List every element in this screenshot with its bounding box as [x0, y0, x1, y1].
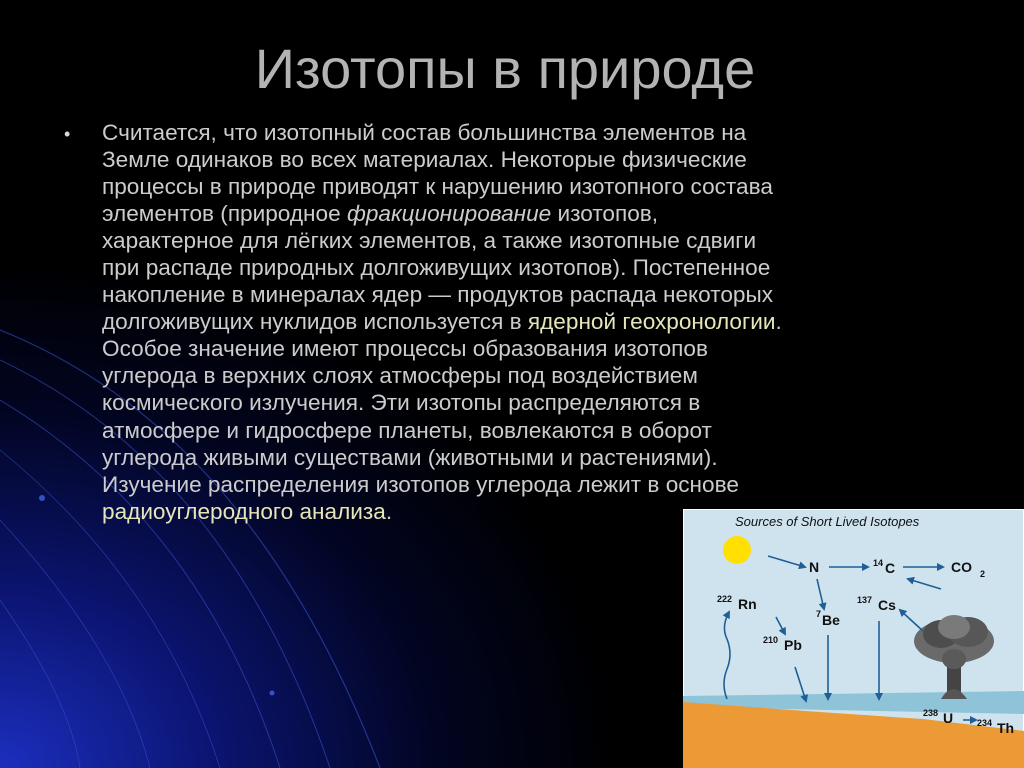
label-be-symbol: Be [822, 612, 840, 628]
label-co2: CO [951, 559, 972, 575]
label-c14-mass: 14 [873, 558, 884, 568]
line-text: . [385, 498, 393, 524]
bullet-paragraph [102, 119, 982, 525]
label-pb-mass: 210 [763, 635, 779, 645]
isotope-sources-figure [683, 509, 1024, 768]
label-rn-symbol: Rn [738, 596, 757, 612]
paragraph-line: углерода живыми существами (животными и растениями). [102, 444, 718, 470]
paragraph-line: Земле одинаков во всех материалах. Некоторые физические [102, 147, 747, 173]
bullet-dot: • [64, 124, 71, 144]
geochronology-link[interactable]: ядерной геохронологии [527, 309, 776, 335]
label-co2-sub: 2 [980, 569, 986, 579]
figure-title: Sources of Short Lived Isotopes [735, 514, 920, 529]
paragraph-line: при распаде природных долгоживущих изотопов). Постепенное [102, 255, 771, 281]
paragraph-line: накопление в минералах ядер — продуктов распада некоторых [102, 282, 773, 308]
paragraph-line: атмосфере и гидросфере планеты, вовлекаются в оборот [102, 417, 712, 443]
paragraph-line: Изучение распределения изотопов углерода лежит в основе [102, 471, 739, 497]
paragraph-line: Особое значение имеют процессы образования изотопов [102, 336, 708, 362]
label-c14-symbol: C [885, 560, 896, 576]
line-text: элементов (природное [102, 201, 347, 227]
line-text: долгоживущих нуклидов используется в [102, 309, 528, 335]
sun-icon [723, 536, 751, 564]
paragraph-line: космического излучения. Эти изотопы распределяются в [102, 390, 701, 416]
fractionation-term: фракционирование [346, 201, 552, 227]
label-th-mass: 234 [977, 718, 993, 728]
label-cs-mass: 137 [857, 595, 873, 605]
slide-title: Изотопы в природе [254, 37, 756, 100]
paragraph-line: углерода в верхних слоях атмосферы под воздействием [102, 363, 698, 389]
paragraph-line: процессы в природе приводят к нарушению изотопного состава [102, 174, 773, 200]
paragraph-line [102, 200, 982, 227]
label-cs-symbol: Cs [878, 597, 896, 613]
label-n: N [809, 559, 820, 575]
label-be-mass: 7 [816, 609, 822, 619]
label-th-symbol: Th [997, 720, 1015, 736]
radiocarbon-link[interactable]: радиоуглеродного анализа [102, 498, 386, 524]
line-text: . [775, 309, 782, 335]
label-rn-mass: 222 [717, 594, 733, 604]
paragraph-line [102, 308, 982, 335]
line-text: изотопов, [551, 201, 659, 227]
paragraph-line: Считается, что изотопный состав большинства элементов на [102, 120, 747, 145]
label-u-mass: 238 [923, 708, 939, 718]
label-u-symbol: U [943, 710, 954, 726]
paragraph-line: характерное для лёгких элементов, а также изотопные сдвиги [102, 228, 757, 254]
label-pb-symbol: Pb [784, 637, 802, 653]
